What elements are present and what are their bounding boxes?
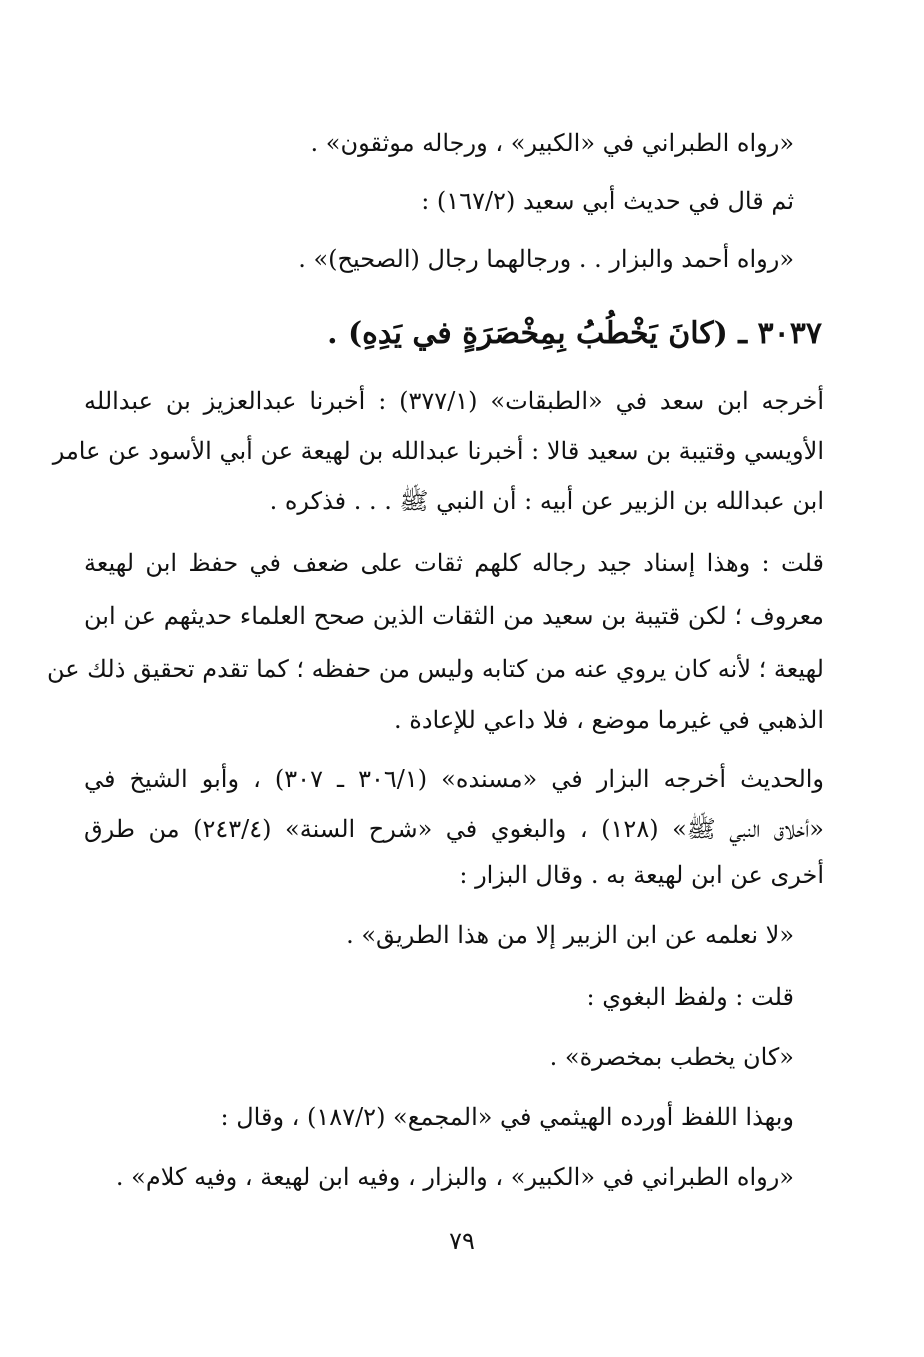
page-number: ٧٩ bbox=[449, 1227, 475, 1255]
paragraph-line: والحديث أخرجه البزار في «مسنده» (٣٠٦/١ ـ ٣٠٧) ، وأبو الشيخ في bbox=[84, 765, 825, 793]
paragraph-line: أخرجه ابن سعد في «الطبقات» (٣٧٧/١) : أخبرنا عبدالعزيز بن عبدالله bbox=[84, 387, 824, 415]
paragraph-line: ابن عبدالله بن الزبير عن أبيه : أن النبي ﷺ . . . فذكره . bbox=[269, 487, 824, 515]
paragraph-line: أخرى عن ابن لهيعة به . وقال البزار : bbox=[459, 861, 824, 889]
quote-line: «كان يخطب بمخصرة» . bbox=[549, 1043, 794, 1071]
quote-line: «رواه أحمد والبزار . . ورجالهما رجال (الصحيح)» . bbox=[298, 245, 794, 273]
paragraph-line: «أخلاق النبي ﷺ» (١٢٨) ، والبغوي في «شرح السنة» (٢٤٣/٤) من طرق bbox=[84, 815, 824, 843]
paragraph-line: قلت : وهذا إسناد جيد رجاله كلهم ثقات على ضعف في حفظ ابن لهيعة bbox=[84, 549, 824, 577]
text-line: قلت : ولفظ البغوي : bbox=[586, 983, 794, 1011]
paragraph-line: لهيعة ؛ لأنه كان يروي عنه من كتابه وليس من حفظه ؛ كما تقدم تحقيق ذلك عن bbox=[46, 655, 824, 683]
text-line: ثم قال في حديث أبي سعيد (١٦٧/٢) : bbox=[421, 187, 794, 215]
paragraph-line: الأويسي وقتيبة بن سعيد قالا : أخبرنا عبدالله بن لهيعة عن أبي الأسود عن عامر bbox=[52, 437, 824, 465]
paragraph-line: معروف ؛ لكن قتيبة بن سعيد من الثقات الذين صحح العلماء حديثهم عن ابن bbox=[84, 602, 824, 630]
quote-line: «رواه الطبراني في «الكبير» ، ورجاله موثقون» . bbox=[310, 129, 794, 157]
hadith-heading: ٣٠٣٧ ـ (كانَ يَخْطُبُ بِمِخْصَرَةٍ في يَدِهِ) . bbox=[327, 316, 822, 351]
quote-line: «رواه الطبراني في «الكبير» ، والبزار ، وفيه ابن لهيعة ، وفيه كلام» . bbox=[115, 1163, 794, 1191]
paragraph-line: الذهبي في غيرما موضع ، فلا داعي للإعادة . bbox=[394, 706, 824, 734]
text-line: وبهذا اللفظ أورده الهيثمي في «المجمع» (١٨٧/٢) ، وقال : bbox=[220, 1103, 794, 1131]
quote-line: «لا نعلمه عن ابن الزبير إلا من هذا الطريق» . bbox=[346, 921, 794, 949]
